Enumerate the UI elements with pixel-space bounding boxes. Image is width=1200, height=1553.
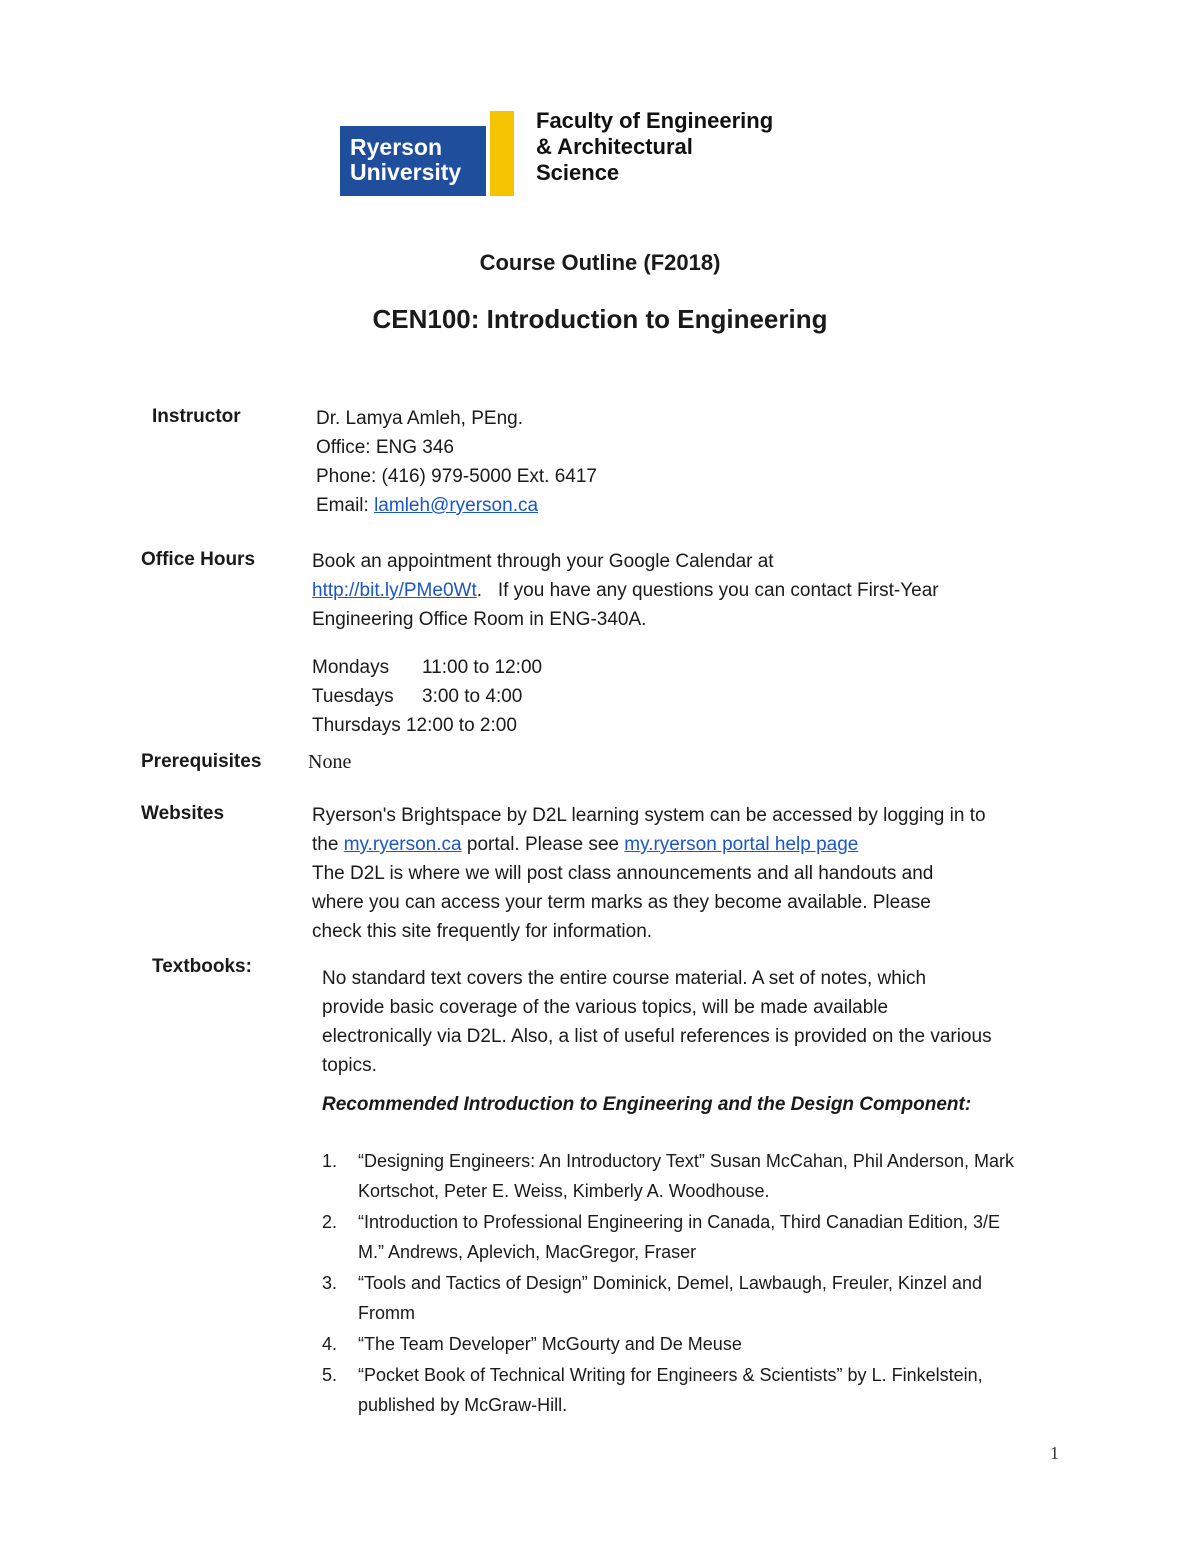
faculty-name [536, 108, 773, 186]
faculty-line-3: Science [536, 160, 620, 185]
faculty-line-2: & Architectural [536, 134, 693, 159]
schedule-time: 3:00 to 4:00 [422, 686, 523, 707]
list-item [322, 1360, 1102, 1420]
reference-number: 3. [322, 1273, 338, 1293]
reference-line-1: “Pocket Book of Technical Writing for Engineers & Scientists” by L. Finkelstein, [358, 1365, 983, 1385]
portal-help-link[interactable]: my.ryerson portal help page [624, 834, 859, 855]
websites-line-5: check this site frequently for information. [312, 921, 653, 942]
instructor-email-line [316, 491, 597, 520]
textbooks-line-4: topics. [322, 1055, 377, 1076]
recommended-title: Recommended Introduction to Engineering and the Design Component: [322, 1094, 972, 1115]
logo-line-ryerson: Ryerson [350, 134, 443, 160]
websites-text [312, 801, 1092, 946]
course-title: CEN100: Introduction to Engineering [372, 304, 828, 334]
schedule-row [312, 653, 542, 682]
websites-line-2 [312, 830, 1092, 859]
list-item [322, 1207, 1102, 1267]
textbooks-line-2: provide basic coverage of the various topics, will be made available [322, 997, 889, 1018]
office-hours-line-3: Engineering Office Room in ENG-340A. [312, 609, 647, 630]
calendar-link[interactable]: http://bit.ly/PMe0Wt [312, 580, 477, 601]
textbooks-line-3: electronically via D2L. Also, a list of useful references is provided on the various [322, 1026, 992, 1047]
reference-line-1: “Introduction to Professional Engineering in Canada, Third Canadian Edition, 3/E [358, 1212, 1001, 1232]
prerequisites-value: None [308, 751, 352, 773]
office-hours-label: Office Hours [141, 549, 256, 570]
reference-number: 5. [322, 1365, 338, 1385]
reference-line-2: M.” Andrews, Aplevich, MacGregor, Fraser [358, 1242, 697, 1262]
list-item [322, 1146, 1102, 1206]
email-link[interactable]: lamleh@ryerson.ca [374, 495, 539, 516]
schedule-time: 12:00 to 2:00 [405, 715, 517, 736]
textbooks-line-1: No standard text covers the entire course material. A set of notes, which [322, 968, 927, 989]
office-hours-line-1: Book an appointment through your Google Calendar at [312, 551, 774, 572]
page-number: 1 [1050, 1443, 1059, 1463]
reference-line-1: “Tools and Tactics of Design” Dominick, Demel, Lawbaugh, Freuler, Kinzel and [358, 1273, 982, 1293]
schedule-time: 11:00 to 12:00 [422, 657, 543, 678]
instructor-name: Dr. Lamya Amleh, PEng. [316, 408, 523, 429]
websites-line-1: Ryerson's Brightspace by D2L learning system can be accessed by logging in to [312, 805, 986, 826]
references-list [322, 1146, 1102, 1421]
schedule-row [312, 711, 542, 740]
instructor-label: Instructor [152, 406, 241, 427]
instructor-details [316, 404, 597, 520]
schedule-day: Thursdays [312, 715, 401, 736]
reference-line-1: “The Team Developer” McGourty and De Meuse [358, 1334, 742, 1354]
office-hours-line-2-rest: . If you have any questions you can contact First-Year [476, 580, 939, 601]
schedule-row [312, 682, 542, 711]
textbooks-paragraph [322, 964, 1102, 1080]
reference-line-2: published by McGraw-Hill. [358, 1395, 568, 1415]
websites-line-3: The D2L is where we will post class announcements and all handouts and [312, 863, 934, 884]
office-hours-line-2 [312, 576, 1072, 605]
websites-label: Websites [141, 803, 225, 824]
logo-yellow-bar [490, 111, 514, 196]
schedule-day: Mondays [312, 657, 390, 678]
schedule-day: Tuesdays [312, 686, 394, 707]
my-ryerson-link[interactable]: my.ryerson.ca [343, 834, 462, 855]
list-item [322, 1329, 1102, 1359]
prerequisites-label: Prerequisites [141, 751, 262, 772]
reference-line-2: Kortschot, Peter E. Weiss, Kimberly A. Woodhouse. [358, 1181, 770, 1201]
logo-line-university: University [350, 159, 462, 185]
reference-number: 2. [322, 1212, 338, 1232]
reference-line-1: “Designing Engineers: An Introductory Text” Susan McCahan, Phil Anderson, Mark [358, 1151, 1015, 1171]
reference-number: 4. [322, 1334, 338, 1354]
faculty-line-1: Faculty of Engineering [536, 108, 774, 133]
websites-line-2-a: the [312, 834, 344, 855]
textbooks-label: Textbooks: [152, 956, 252, 977]
office-hours-schedule [312, 653, 542, 740]
list-item [322, 1268, 1102, 1328]
office-hours-text [312, 547, 1072, 634]
course-outline-heading: Course Outline (F2018) [479, 250, 721, 275]
ryerson-logo [340, 126, 486, 196]
reference-line-2: Fromm [358, 1303, 415, 1323]
websites-line-2-b: portal. Please see [461, 834, 625, 855]
instructor-office: Office: ENG 346 [316, 437, 454, 458]
websites-line-4: where you can access your term marks as they become available. Please [312, 892, 931, 913]
instructor-phone: Phone: (416) 979-5000 Ext. 6417 [316, 466, 597, 487]
email-prefix: Email: [316, 495, 375, 516]
reference-number: 1. [322, 1151, 338, 1171]
